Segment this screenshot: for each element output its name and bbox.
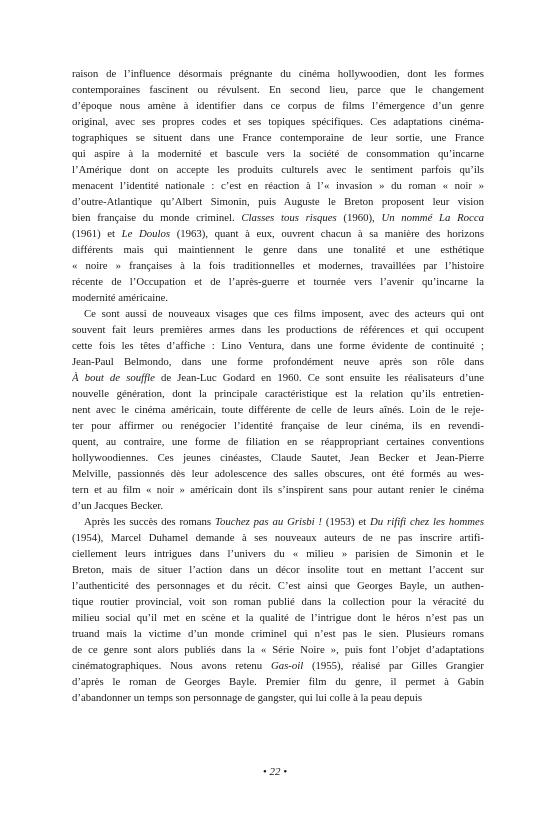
- text-run: ciellement leurs intrigues dans l’univers du « milieu » parisien de Simonin et le: [72, 548, 484, 560]
- text-line: [72, 130, 484, 146]
- text-run: de ce genre sont alors publiés dans la « Série Noire », puis font l’objet d’adaptations: [72, 644, 484, 656]
- text-run: d’après le roman de Georges Bayle. Premier film du genre, il permet à Gabin: [72, 676, 484, 688]
- text-run: Melville, passionnés dès leur adolescence des salles obscures, ont été formés au wes-: [72, 468, 484, 480]
- text-line: [72, 690, 484, 706]
- text-line: [72, 210, 484, 226]
- text-run: hollywoodiennes. Ces jeunes cinéastes, Claude Sautet, Jean Becker et Jean-Pierre: [72, 452, 484, 464]
- text-run: tique routier provincial, voit son roman publié dans la collection pour la véracité du: [72, 596, 484, 608]
- text-line: [72, 610, 484, 626]
- text-run: truand mais la victime d’un monde criminel qui n’est pas le sien. Plusieurs romans: [72, 628, 484, 640]
- text-line: [72, 226, 484, 242]
- italic-title: Du rififi chez les hommes: [370, 516, 484, 528]
- text-line: [72, 194, 484, 210]
- text-run: Après les succès des romans: [84, 516, 215, 528]
- text-run: contemporaines fascinent ou révulsent. En second lieu, parce que le changement: [72, 84, 484, 96]
- text-line: [72, 98, 484, 114]
- text-run: (1953) et: [322, 516, 371, 528]
- text-line: [72, 274, 484, 290]
- text-line: [72, 82, 484, 98]
- text-line: [72, 162, 484, 178]
- text-line: [72, 146, 484, 162]
- text-run: Ce sont aussi de nouveaux visages que ces films imposent, avec des acteurs qui ont: [84, 308, 484, 320]
- paragraph: [72, 306, 484, 514]
- text-run: quent, au contraire, une forme de filiation en se réappropriant certaines conventions: [72, 436, 484, 448]
- text-run: original, avec ses propres codes et ses topiques spécifiques. Ces adaptations cinéma-: [72, 116, 484, 128]
- text-run: raison de l’influence désormais prégnante du cinéma hollywoodien, dont les formes: [72, 68, 484, 80]
- text-run: nouvelle génération, dont la principale caractéristique est la relation qu’ils entretien-: [72, 388, 484, 400]
- text-line: [72, 546, 484, 562]
- text-line: [72, 594, 484, 610]
- text-line: [72, 242, 484, 258]
- text-run: qui aspire à la modernité et bascule vers la société de consommation qu’incarne: [72, 148, 484, 160]
- text-line: [72, 482, 484, 498]
- text-line: [72, 498, 484, 514]
- text-run: Breton, mais de situer l’action dans un décor insolite tout en mettant l’accent sur: [72, 564, 484, 576]
- italic-title: Classes tous risques: [241, 212, 337, 224]
- text-run: souvent fait leurs premières armes dans les productions de références et qui occupent: [72, 324, 484, 336]
- text-line: [72, 322, 484, 338]
- text-line: [72, 338, 484, 354]
- text-line: [72, 386, 484, 402]
- paragraph: [72, 514, 484, 706]
- text-run: d’époque nous amène à identifier dans ce corpus de films l’émergence d’un genre: [72, 100, 484, 112]
- text-line: [72, 258, 484, 274]
- text-run: modernité américaine.: [72, 292, 169, 304]
- text-line: [72, 642, 484, 658]
- text-run: (1961) et: [72, 228, 122, 240]
- text-line: [72, 178, 484, 194]
- text-line: [72, 530, 484, 546]
- text-run: ter pour affirmer ou renégocier l’identité française de leur cinéma, ils en revendi-: [72, 420, 484, 432]
- text-run: bien française du monde criminel.: [72, 212, 242, 224]
- text-line: [72, 466, 484, 482]
- italic-title: Touchez pas au Grisbi !: [214, 516, 323, 528]
- italic-title: Le Doulos: [121, 228, 171, 240]
- text-line: [72, 578, 484, 594]
- text-line: [72, 418, 484, 434]
- text-line: [72, 658, 484, 674]
- text-line: [72, 450, 484, 466]
- text-run: tern et au film « noir » américain dont ils s’inspirent sans pour autant renier le cinéma: [72, 484, 484, 496]
- text-run: cinématographiques. Nous avons retenu: [72, 660, 271, 672]
- paragraph: [72, 66, 484, 306]
- text-run: d’outre-Atlantique qu’Albert Simonin, puis Auguste le Breton proposent leur vision: [72, 196, 484, 208]
- text-run: (1963), quant à eux, ouvrent chacun à sa manière des horizons: [170, 228, 484, 240]
- text-run: nent avec le cinéma américain, toute différente de celle de leurs aînés. Loin de le rejе-: [72, 404, 484, 416]
- text-line: [72, 290, 484, 306]
- text-line: [72, 562, 484, 578]
- text-line: [72, 66, 484, 82]
- text-run: cette fois les têtes d’affiche : Lino Ventura, dans une forme évidente de continuité ;: [72, 340, 484, 352]
- text-run: de Jean-Luc Godard en 1960. Ce sont ensuite les réalisateurs d’une: [154, 372, 484, 384]
- body-text: [72, 66, 484, 706]
- text-run: « noire » françaises à la fois traditionnelles et modernes, travaillées par l’histoire: [72, 260, 484, 272]
- text-run: menacent l’identité nationale : c’est en réaction à l’« invasion » du roman « noir »: [72, 180, 484, 192]
- text-run: l’Amérique dont on accepte les produits culturels avec le sentiment parfois qu’ils: [72, 164, 484, 176]
- text-line: [72, 114, 484, 130]
- text-run: Jean-Paul Belmondo, dans une forme profondément neuve après son rôle dans: [72, 356, 484, 368]
- text-line: [72, 402, 484, 418]
- text-run: d’abandonner un temps son personnage de gangster, qui lui colle à la peau depuis: [72, 692, 423, 704]
- text-run: tographiques se situent dans une France contemporaine de leur sortie, une France: [72, 132, 484, 144]
- italic-title: À bout de souffle: [72, 372, 155, 384]
- italic-title: Gas-oil: [270, 660, 304, 672]
- text-line: [72, 626, 484, 642]
- text-run: récente de l’Occupation et de l’après-guerre et tournée vers l’avenir qu’incarne la: [72, 276, 484, 288]
- text-line: [72, 514, 484, 530]
- text-run: milieu social qu’il met en scène et la qualité de l’intrigue dont le héros n’est pas un: [72, 612, 484, 624]
- text-line: [72, 306, 484, 322]
- text-line: [72, 434, 484, 450]
- text-line: [72, 354, 484, 370]
- text-run: (1954), Marcel Duhamel demande à ses nouveaux auteurs de ne pas inscrire artifi-: [72, 532, 484, 544]
- text-line: [72, 370, 484, 386]
- page-number: • 22 •: [262, 766, 288, 778]
- text-run: l’authenticité des personnages et du récit. C’est ainsi que Georges Bayle, un authen-: [72, 580, 484, 592]
- text-run: différents mais qui maintiennent le genre dans une tonalité et une esthétique: [72, 244, 484, 256]
- text-line: [72, 674, 484, 690]
- text-run: (1960),: [336, 212, 382, 224]
- italic-title: Un nommé La Rocca: [381, 212, 484, 224]
- text-run: (1955), réalisé par Gilles Grangier: [303, 660, 484, 672]
- text-run: d’un Jacques Becker.: [72, 500, 164, 512]
